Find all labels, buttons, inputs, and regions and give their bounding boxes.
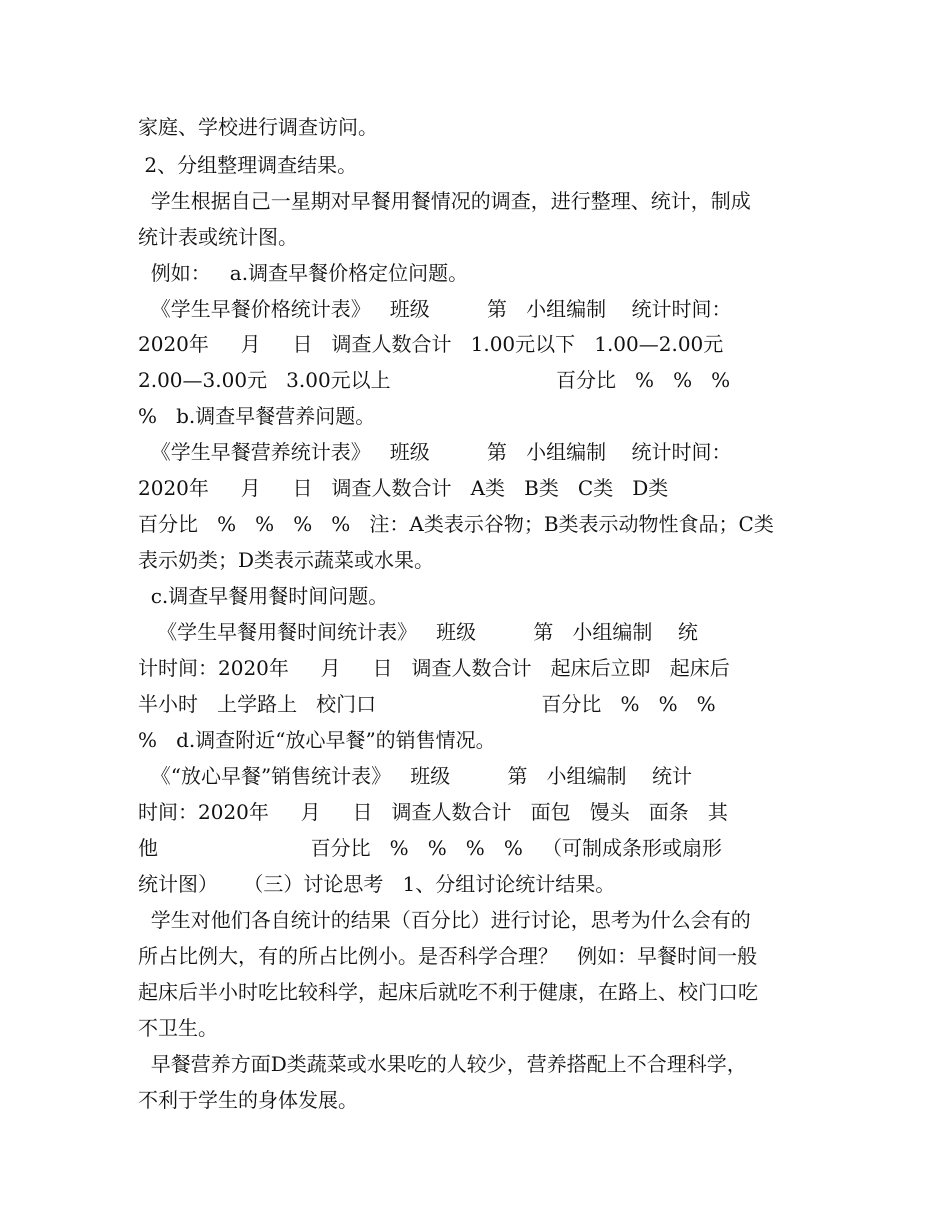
text-line: 所占比例大，有的所占比例小。是否科学合理？ 例如：早餐时间一般 [138,944,758,968]
text-line: 2、分组整理调查结果。 [138,153,358,177]
text-line: 统计表或统计图。 [138,225,298,249]
text-line: 不卫生。 [138,1016,218,1040]
text-line: 时间：2020年 月 日 调查人数合计 面包 馒头 面条 其 [138,800,728,824]
text-line: 学生对他们各自统计的结果（百分比）进行讨论，思考为什么会有的 [138,908,751,932]
text-line: 2020年 月 日 调查人数合计 1.00元以下 1.00—2.00元 [138,332,724,356]
text-line: 家庭、学校进行调查访问。 [138,115,378,139]
text-line: 2.00—3.00元 3.00元以上 百分比 % % % [138,368,731,392]
text-line: 统计图） （三）讨论思考 1、分组讨论统计结果。 [138,872,616,896]
text-line: 《学生早餐营养统计表》 班级 第 小组编制 统计时间： [138,440,732,464]
text-line: 《学生早餐用餐时间统计表》 班级 第 小组编制 统 [138,620,698,644]
text-line: 学生根据自己一星期对早餐用餐情况的调查，进行整理、统计，制成 [138,189,751,213]
text-line: c.调查早餐用餐时间问题。 [138,584,389,608]
text-line: 《“放心早餐”销售统计表》 班级 第 小组编制 统计 [138,764,692,788]
text-line: 《学生早餐价格统计表》 班级 第 小组编制 统计时间： [138,297,732,321]
text-line: % d.调查附近“放心早餐”的销售情况。 [138,728,496,752]
text-line: 起床后半小时吃比较科学，起床后就吃不利于健康，在路上、校门口吃 [138,980,758,1004]
text-line: 百分比 % % % % 注：A类表示谷物；B类表示动物性食品；C类 [138,512,774,536]
text-line: 2020年 月 日 调查人数合计 A类 B类 C类 D类 [138,476,669,500]
text-line: 计时间：2020年 月 日 调查人数合计 起床后立即 起床后 [138,656,730,680]
text-line: 他 百分比 % % % % （可制成条形或扇形 [138,836,722,860]
text-line: 早餐营养方面D类蔬菜或水果吃的人较少，营养搭配上不合理科学， [138,1052,747,1076]
text-line: 半小时 上学路上 校门口 百分比 % % % [138,692,716,716]
text-line: 不利于学生的身体发展。 [138,1088,358,1112]
text-line: 表示奶类；D类表示蔬菜或水果。 [138,548,435,572]
text-line: % b.调查早餐营养问题。 [138,404,376,428]
text-line: 例如： a.调查早餐价格定位问题。 [138,261,469,285]
